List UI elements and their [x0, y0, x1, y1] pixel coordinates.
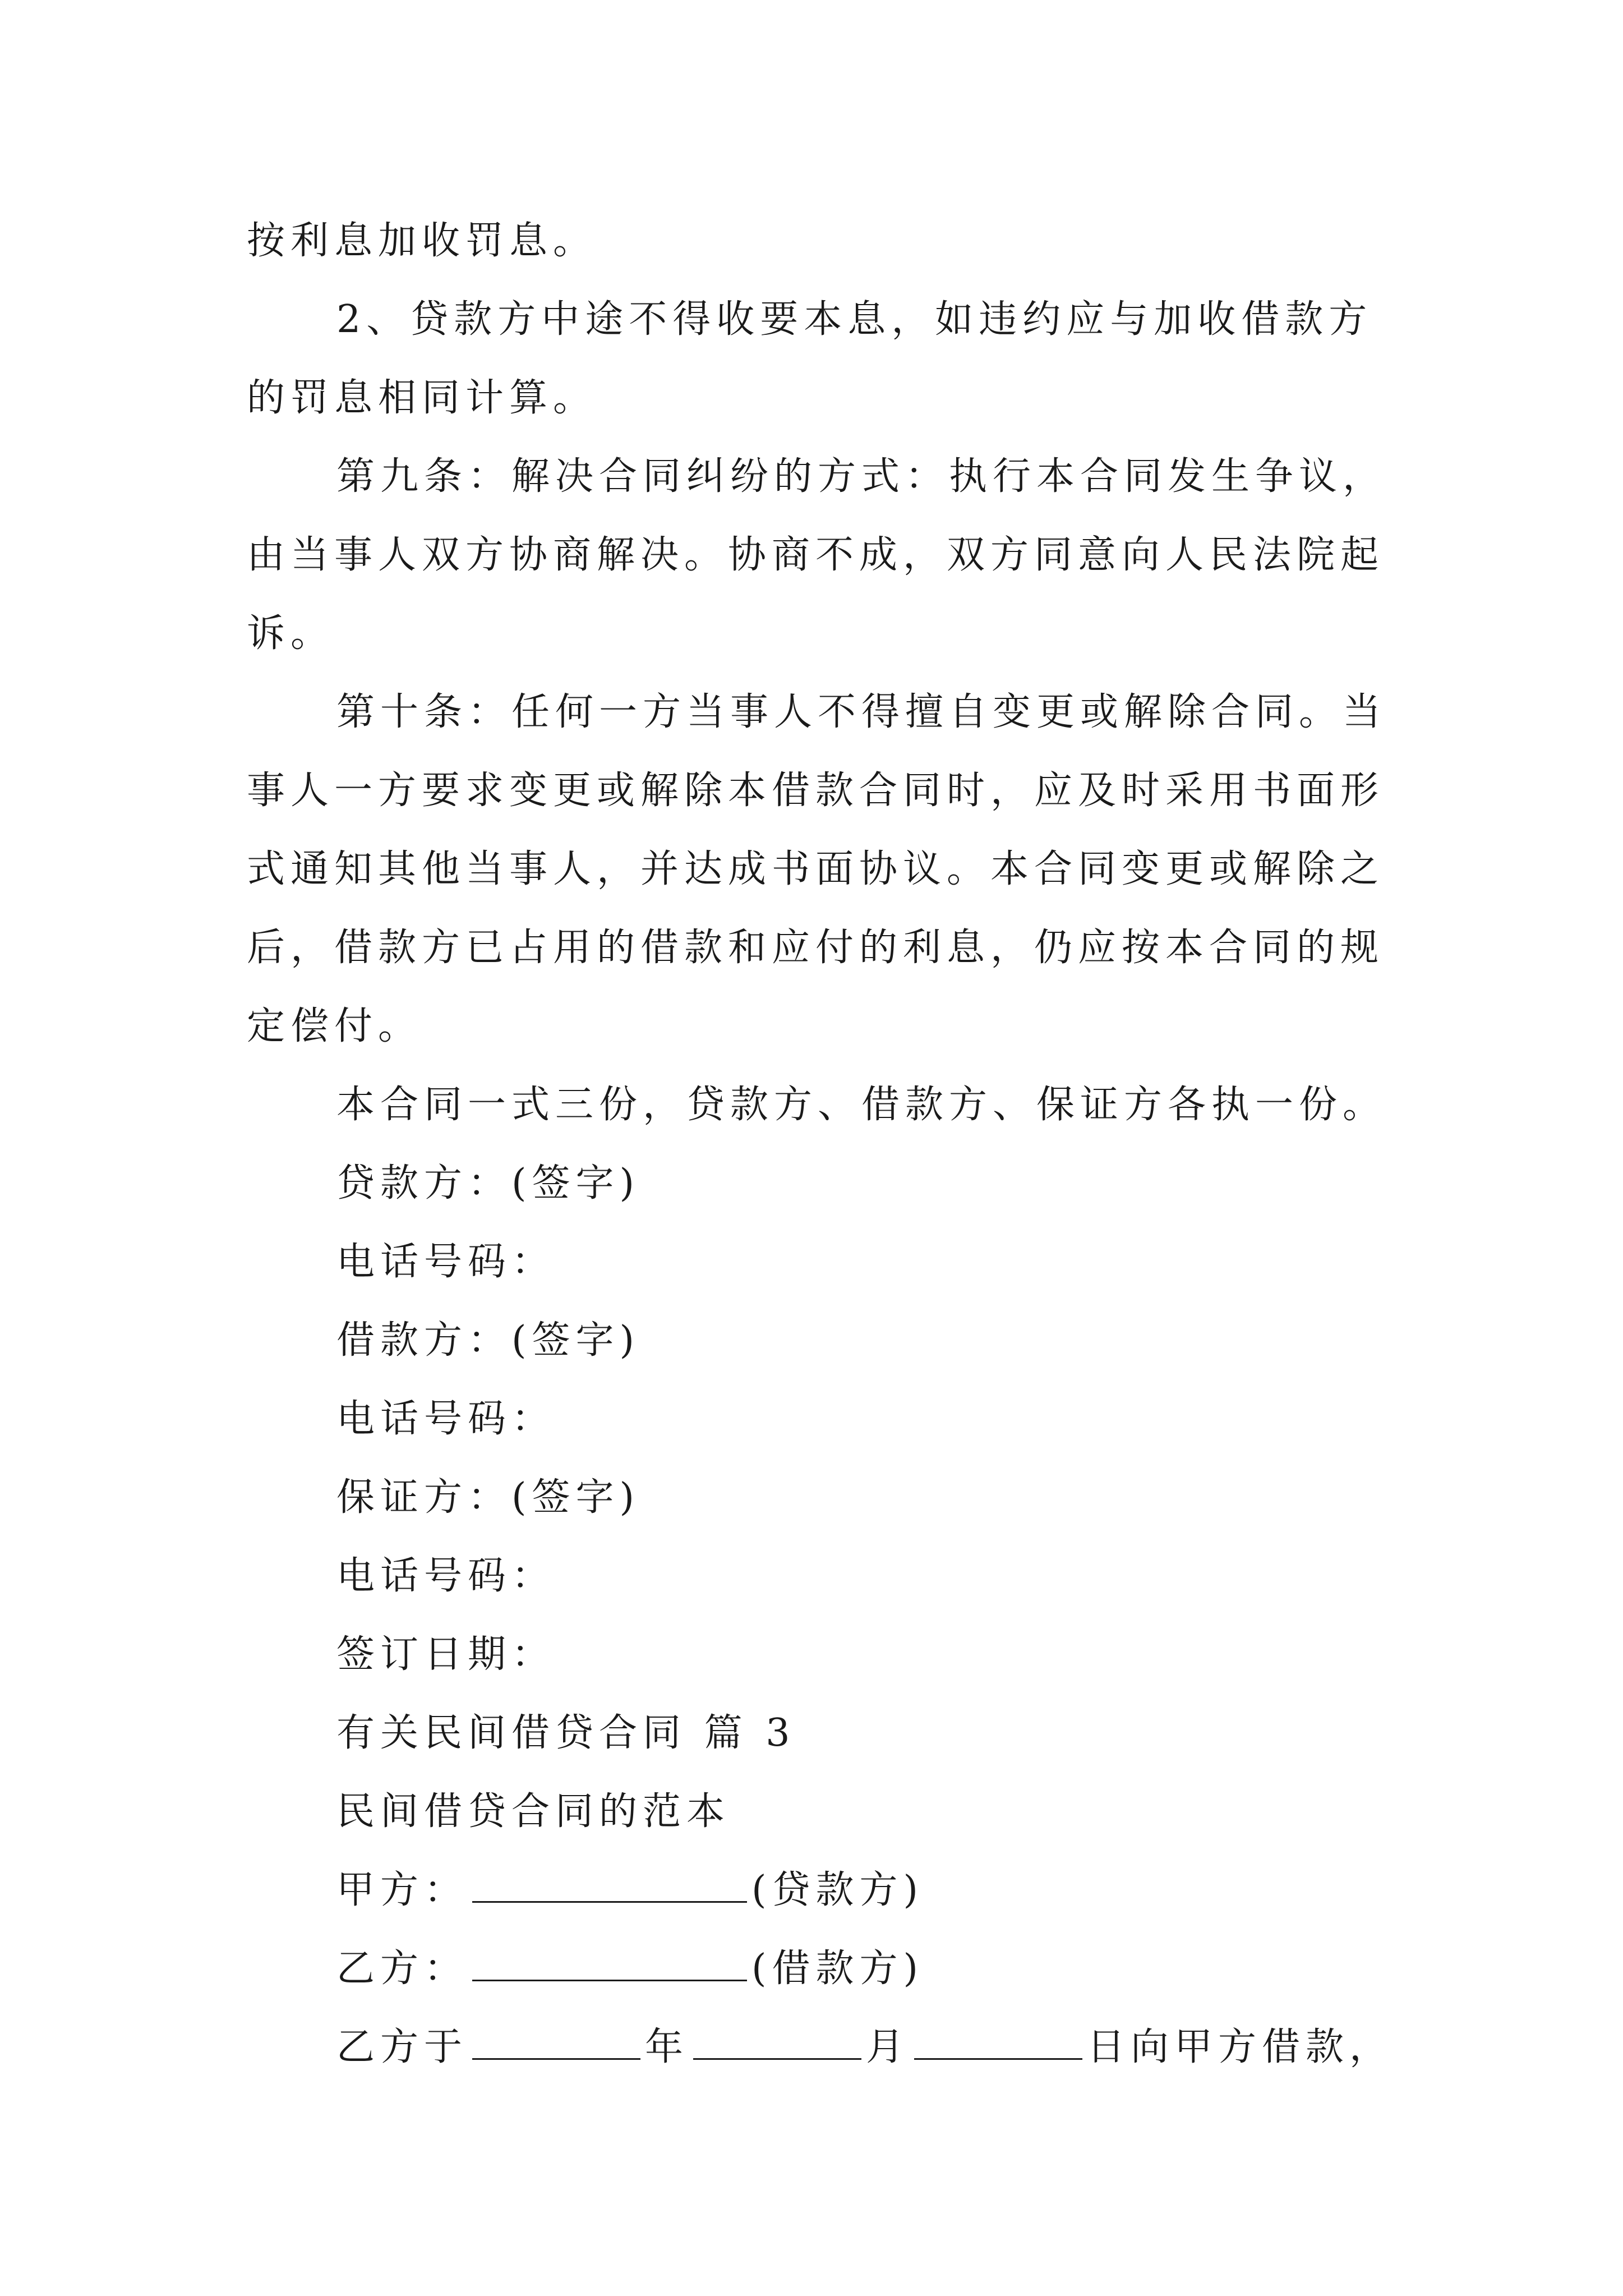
paragraph-line: 第十条：任何一方当事人不得擅自变更或解除合同。当 [336, 690, 1387, 734]
section-title: 有关民间借贷合同 篇 3 [336, 1711, 796, 1755]
paragraph-line: 由当事人双方协商解决。协商不成，双方同意向人民法院起 [247, 533, 1385, 577]
paragraph-line: 2、贷款方中途不得收要本息，如违约应与加收借款方 [336, 297, 1373, 342]
month-label: 月 [866, 2025, 910, 2069]
guarantor-phone-label: 电话号码： [336, 1554, 556, 1598]
borrower-signature-label: 借款方：(签字) [336, 1318, 640, 1363]
day-blank [914, 2023, 1082, 2060]
party-a-prefix: 甲方： [336, 1868, 468, 1912]
party-b-suffix: (借款方) [751, 1947, 924, 1991]
signing-date-label: 签订日期： [336, 1632, 556, 1677]
document-body [247, 202, 1394, 2087]
lender-phone-label: 电话号码： [336, 1240, 556, 1284]
paragraph-line: 式通知其他当事人，并达成书面协议。本合同变更或解除之 [247, 847, 1385, 891]
paragraph-line: 事人一方要求变更或解除本借款合同时，应及时采用书面形 [247, 769, 1385, 813]
section-subtitle: 民间借贷合同的范本 [336, 1789, 731, 1834]
paragraph-line: 第九条：解决合同纠纷的方式：执行本合同发生争议， [336, 454, 1387, 499]
guarantor-signature-label: 保证方：(签字) [336, 1475, 640, 1520]
month-blank [693, 2023, 861, 2060]
loan-date-suffix: 日向甲方借款， [1087, 2025, 1394, 2069]
party-b-blank [472, 1945, 747, 1981]
year-blank [472, 2023, 640, 2060]
paragraph-line: 诉。 [247, 611, 335, 656]
loan-date-prefix: 乙方于 [336, 2025, 468, 2069]
year-label: 年 [645, 2025, 689, 2069]
borrower-phone-label: 电话号码： [336, 1397, 556, 1441]
loan-date-line [247, 2008, 1394, 2087]
paragraph-line: 的罚息相同计算。 [247, 376, 597, 420]
copies-statement: 本合同一式三份，贷款方、借款方、保证方各执一份。 [336, 1083, 1387, 1127]
party-a-suffix: (贷款方) [751, 1868, 924, 1912]
paragraph-line: 按利息加收罚息。 [247, 219, 597, 263]
lender-signature-label: 贷款方：(签字) [336, 1161, 640, 1205]
party-a-line [247, 1851, 1391, 1930]
party-b-line [247, 1930, 1391, 2008]
paragraph-line: 后，借款方已占用的借款和应付的利息，仍应按本合同的规 [247, 926, 1385, 970]
paragraph-line: 定偿付。 [247, 1004, 422, 1048]
party-a-blank [472, 1866, 747, 1903]
party-b-prefix: 乙方： [336, 1947, 468, 1991]
